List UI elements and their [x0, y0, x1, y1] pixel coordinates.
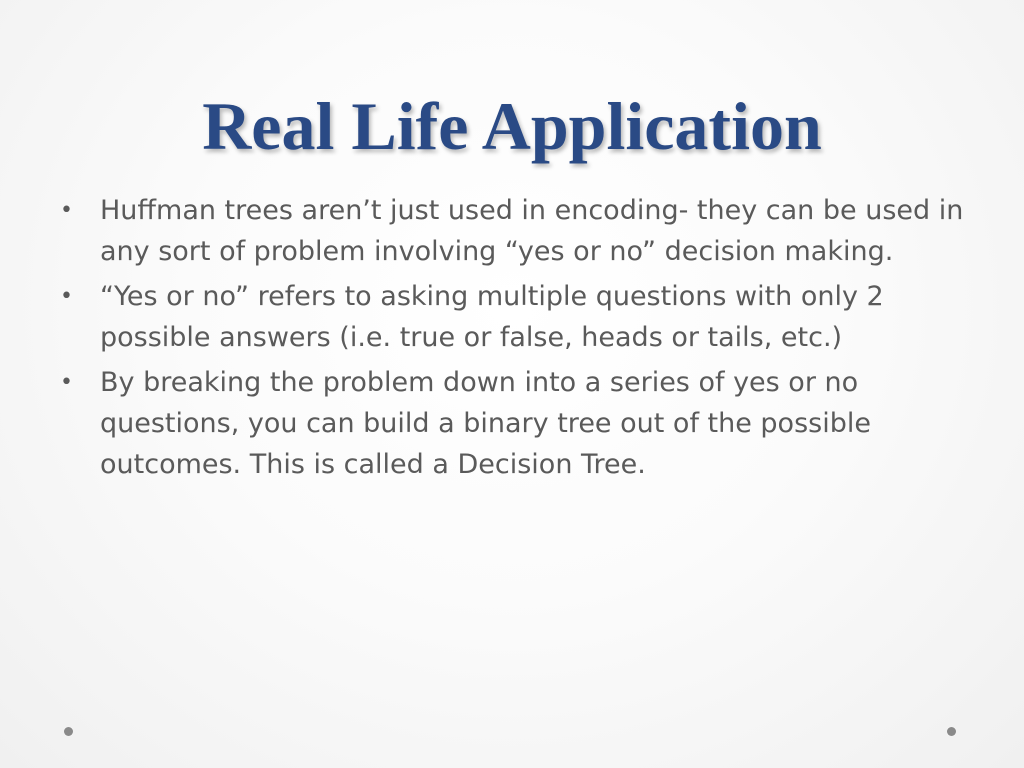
decor-dot-right-icon [947, 727, 956, 736]
bullet-text: Huffman trees aren’t just used in encoding- they can be used in any sort of problem involving “yes or no” decision making. [100, 195, 964, 267]
bullet-marker: • [60, 370, 73, 395]
decor-dot-left-icon [64, 727, 73, 736]
slide-title: Real Life Application [202, 88, 822, 164]
bullet-text: “Yes or no” refers to asking multiple questions with only 2 possible answers (i.e. true or false, heads or tails, etc.) [100, 281, 884, 353]
bullet-item [58, 362, 978, 485]
bullet-item [58, 190, 978, 272]
bullet-list [58, 190, 978, 489]
bullet-marker: • [60, 198, 73, 223]
bullet-text: By breaking the problem down into a series of yes or no questions, you can build a binary tree out of the possible outcomes. This is called a Decision Tree. [100, 367, 871, 480]
bullet-item [58, 276, 978, 358]
bullet-marker: • [60, 284, 73, 309]
